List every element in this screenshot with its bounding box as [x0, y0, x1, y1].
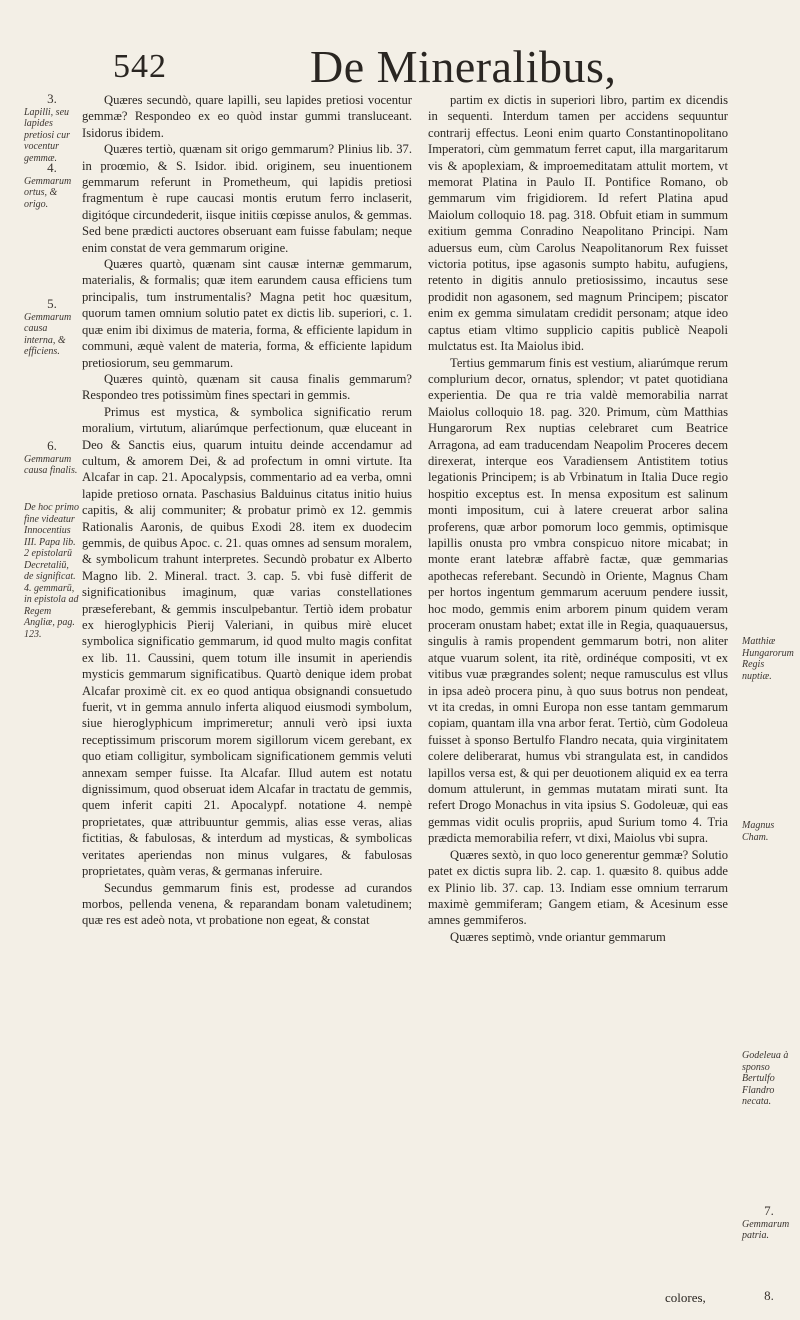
margin-note-number: 5. — [47, 296, 57, 311]
paragraph: Tertius gemmarum finis est vestium, aliarúmque rerum complurium decor, ornatus, splendor; vt patet quotidiana experientia. De qua re tria valdè memorabilia narrat Maiolus colloquio 18. pag. 320. Primum, cùm Matthias Hungarorum Rex nuptias celebraret cum Beatrice Arragona, ad eam traducendam Neapolim Proceres decem direxerat, interque eos Varadiensem Antistitem totius legationis Principem; is ab Vrbinatum in Italia Duce regio hospitio exceptus est. In mensa expositum est salinum monti impositum, cui à latere creuerat arbor salina proferens, quæ arbor pomorum loco gemmis, optimisque lapillis onusta pro vmbra conspicuo nitore micabat; in monte erant latebræ affabrè factæ, quæ gemmarias apothecas referebant. Secundò in Oriente, Magnus Cham per hortos ingentum gemmarum aceruum pendere iussit, hoc modo, gemmis enim arborem pinum quidem veram proceram onustam habet; extat ille in Regia, quaquauersus, singulis à ramis propendent gemmarum botri, non aliter atque vuarum solent, ita ritè, ordinéque compositi, vt ex vitibus vuæ prægrandes solent; neque ramusculus est vllus in ipsa adeò procera pinu, à quo suus botrus non pendeat, vt ita credas, in omni Europa non esse tantam gemmarum copiam, quantam illa vna arbor ferat. Tertiò, cùm Godoleua fuisset à sponso Bertulfo Flandro necata, quia virginitatem colere deliberarat, humus vbi strangulata est, in candidos lapillos versa est, & qui per deuotionem aliquid ex ea terra domum attulerunt, in gemmas mutatam mirati sunt. Ita refert Drogo Monachus in vita ipsius S. Godoleuæ, qui eas gemmas vidit oculis propriis, apud Surium tomo 4. Tria prædicta memorabilia referr, vt dixi, Maiolus vbi supra. — [428, 355, 728, 846]
paragraph: Quæres secundò, quare lapilli, seu lapides pretiosi vocentur gemmæ? Respondeo ex eo quòd instar gummi transluceant. Isidorus ibidem. — [82, 93, 412, 140]
paragraph: Secundus gemmarum finis est, prodesse ad curandos morbos, pellenda venena, & reparandam bonam valetudinem; quæ res est adeò nota, vt probatione non egeat, & constat — [82, 880, 412, 928]
margin-note-text: Gemmarum causa interna, & efficiens. — [24, 311, 72, 357]
right-text-column — [428, 92, 728, 945]
catchword: colores, — [665, 1290, 706, 1305]
margin-note-text: Magnus Cham. — [742, 820, 775, 843]
running-title: De Mineralibus, — [310, 41, 617, 92]
margin-note-magnus-cham — [742, 820, 796, 843]
margin-note-number: 8. — [764, 1288, 774, 1303]
margin-note-text: Lapilli, seu lapides pretiosi cur vocentur gemmæ. — [24, 106, 71, 164]
margin-note-3 — [24, 93, 80, 164]
page-number: 542 — [113, 48, 167, 85]
margin-note-reference — [24, 502, 80, 640]
margin-note-number: 6. — [47, 438, 57, 453]
margin-note-number: 3. — [47, 91, 57, 106]
margin-note-number: 7. — [764, 1203, 774, 1218]
margin-note-text: Gemmarum causa finalis. — [24, 453, 78, 476]
margin-note-7 — [742, 1205, 796, 1242]
margin-note-matthias — [742, 636, 796, 682]
left-text-column — [82, 92, 412, 929]
page-header — [0, 40, 800, 96]
paragraph: partim ex dictis in superiori libro, partim ex dicendis in sequenti. Interdum tamen per accidens sequuntur contrarij effectus. Leoni enim quarto Constantinopolitano Imperatori, cùm gemmatum ferret caput, illa margaritarum vis & apoplexiam, & improemeditatam attulit mortem, vt memorat Platina in Paulo II. Pontifice Romano, ob gemmarum vim frigidiorem. Id refert Platina apud Maiolum colloquio 18. pag. 318. Obfuit etiam in summum exitium gemma Conradino Neapolitano Principi. Nam aduersus eum, cùm Carolus Neapolitanorum Rex fuisset victoria potitus, ipse agasonis sumpto habitu, aufugiens, retento in digitis annulo pretiosissimo, incautus sese prodidit non agasonem, sed magnum Principem; piscator enim ex gemma simulatam credidit personam; atque ideo captus etiam vltimo supplicio capitis publicè Neapoli mulctatus est. Ita Maiolus ibid. — [428, 93, 728, 354]
paragraph: Quæres sextò, in quo loco generentur gemmæ? Solutio patet ex dictis supra lib. 2. cap. 1. quæsito 8. quibus adde ex Plinio lib. 37. cap. 13. Indiam esse omnium terrarum maximè gemmiferam; Gangem etiam, & Acesinum esse amnes gemmiferos. — [428, 847, 728, 928]
paragraph: Quæres septimò, vnde oriantur gemmarum — [450, 929, 666, 944]
margin-note-text: De hoc primo fine videatur Innocentius III. Papa lib. 2 epistolarū Decretaliū, de significat. 4. gemmarū, in epistola ad Regem Angliæ, pag. 123. — [24, 502, 79, 640]
margin-note-text: Gemmarum patria. — [742, 1218, 790, 1241]
margin-note-8 — [742, 1290, 796, 1304]
margin-note-text: Godeleua à sponso Bertulfo Flandro necata. — [742, 1050, 789, 1107]
margin-note-godeleua — [742, 1050, 796, 1108]
margin-note-text: Gemmarum ortus, & origo. — [24, 175, 72, 210]
paragraph: Primus est mystica, & symbolica significatio rerum moralium, virtutum, aliarúmque perfectionum, quæ eluceant in Deo & Sanctis eius, quarum intuitu deinde accendamur ad cultum, & amorem Dei, & ad profectum in omni virtute. Ita Alcafar in cap. 21. Apocalypsis, commentario ad ea verba, omni lapide pretioso ornata. Paschasius Balduinus citatus initio huius capitis, & alij communiter; & probatur primò ex 12. gemmis Rationalis Aaronis, de quibus Exodi 28. item ex duodecim gemmis, de quibus Apoc. c. 21. quas omnes ad sensum moralem, & symbolicum trahunt interpretes. Secundò probatur ex Alberto Magno lib. 2. Mineral. tract. 3. cap. 5. vbi fusè differit de significationibus imaginum, quæ varias constellationes præseferebant, & gemmis insculpebantur. Tertiò idem probatur ex hieroglyphicis Pierij Valeriani, in quibus mirè elucet symbolica significatio gemmarum, id quod multo magis confitat ex lib. 11. Caussini, quem totum ille insumit in aperiendis mysticis gemmarum significatibus. Quartò denique idem probat Alcafar proximè cit. ex eo quod antiqua obsignandi consuetudo fuerit, vt in gemma annulo inferta aliquod eiusmodi symbolum, siue hieroglyphicum imprimeretur; annuli verò ipsi iuxta receptissimum priscorum morem sigillorum vicem gerebant, ex quo etiam colligitur, symbolicam significationem gemmis veluti annexam semper fuisse. Ita Alcafar. Illud autem est notatu dignissimum, quod obseruat idem Alcafar in tractatu de gemmis, quem inferit capiti 21. Apocalypf. notatione 4. nempè proprietates, quæ attribuuntur gemmis, alias esse veras, alias fictitias, & fabulosas, & interdum ad mysticas, & symbolicas veritates aperiendas non minus vulgares, & fabulosas proprietates, quàm veras, & germanas inferuire. — [82, 404, 412, 879]
paragraph: Quæres quintò, quænam sit causa finalis gemmarum? Respondeo tres potissimùm fines spectari in gemmis. — [82, 371, 412, 403]
margin-note-6 — [24, 440, 80, 477]
paragraph: Quæres quartò, quænam sint causæ internæ gemmarum, materialis, & formalis; quæ item earundem causa efficiens tum principalis, tum instrumentalis? Magna petit hoc quæsitum, quorum tamen omnium solutio patet ex dictis lib. superiori, c. 1. quæ enim ibi diximus de materia, forma, & efficiente lapidum in communi, æquè valent de materia, forma, & efficiente lapidum pretiosiorum, seu gemmarum. — [82, 257, 412, 370]
margin-note-number: 4. — [47, 160, 57, 175]
margin-note-5 — [24, 298, 80, 358]
paragraph: Quæres tertiò, quænam sit origo gemmarum? Plinius lib. 37. in proœmio, & S. Isidor. ibid. originem, seu inuentionem gemmarum referunt in Prometheum, qui lapidis pretiosi fragmentum è rupe caucasi montis erutum ferro inclaserit, digitóque circundederit, iisque initiis cœpisse anulos, & gemmas. Sed bene prædicti auctores obseruant eam fuisse fabulam; neque enim constat de vera gemmarum origine. — [82, 142, 412, 255]
margin-note-4 — [24, 162, 80, 210]
margin-note-text: Matthiæ Hungarorum Regis nuptiæ. — [742, 636, 794, 682]
